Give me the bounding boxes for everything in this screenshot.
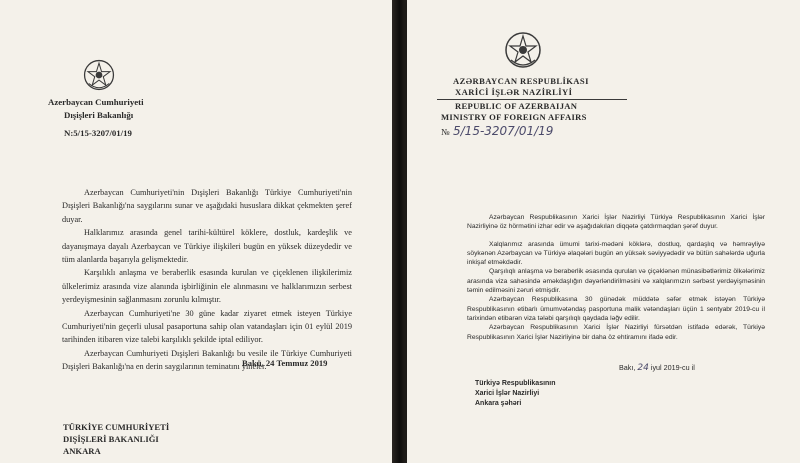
header-en-line-1: REPUBLIC OF AZERBAIJAN [455,101,578,111]
reference-number: N:5/15-3207/01/19 [64,128,132,138]
paragraph: Halklarımız arasında genel tarihi-kültürel köklere, dostluk, kardeşlik ve dayanışmaya dayalı Azerbaycan ve Türkiye ilişkileri bugün en yüksek düzeydedir ve tüm alanlarda başarıyla gelişmektedir. [62,228,352,265]
paragraph: Azərbaycan Respublikasının Xarici İşlər Nazirliyi fürsətdən istifadə edərək, Türkiyə Respublikasının Xarici İşlər Nazirliyinə bir daha öz ehtiramını ifadə edir. [467,324,765,341]
left-letter-page [0,0,392,463]
date-suffix: iyul 2019-cu il [648,363,695,372]
addressee-line-2: Xarici İşlər Nazirliyi [475,390,540,397]
addressee-line-3: Ankara şəhəri [475,400,522,407]
paragraph: Azərbaycan Respublikasının Xarici İşlər Nazirliyi Türkiyə Respublikasının Xarici İşlər Nazirliyinə öz hörmətini izhar edir və aşağıdakıları diqqətə çatdırmaqdan şərəf duyur. [467,214,765,231]
letter-date: Bakü, 24 Temmuz 2019 [242,358,328,368]
reference-number-handwritten: 5/15-3207/01/19 [453,124,554,138]
header-az-line-2: XARİCİ İŞLƏR NAZİRLİYİ [455,87,573,97]
header-line-1: Azerbaycan Cumhuriyeti [48,97,144,107]
paragraph: Xalqlarımız arasında ümumi tarixi-mədəni köklərə, dostluq, qardaşlıq və həmrəyliyə söykənən Azərbaycan və Türkiyə əlaqələri bugün ən yüksək səviyyədədir və bütün sahələrdə uğurla inkişaf etməkdədir. [467,240,765,267]
letter-date [619,363,695,373]
paragraph: Azərbaycan Respublikasına 30 günədək müddətə səfər etmək istəyən Türkiyə Respublikasının etibarlı ümumvətəndaş pasportuna malik vətəndaşları üçün 1 sentyabr 2019-cu il tarixindən etibarən viza tələbi qarşılıqlı qaydada ləğv edilir. [467,296,765,322]
header-en-line-2: MINISTRY OF FOREIGN AFFAIRS [441,112,587,122]
reference-number-sign: № [441,127,450,137]
header-divider [437,99,627,100]
letter-body [467,213,765,342]
coat-of-arms-icon [82,58,116,92]
header-az-line-1: AZƏRBAYCAN RESPUBLİKASI [453,76,589,86]
date-prefix: Bakı, [619,363,638,372]
date-day-handwritten: 24 [637,363,649,373]
header-line-2: Dışişleri Bakanlığı [64,110,134,120]
coat-of-arms-icon [503,30,543,70]
letter-body [62,186,352,374]
addressee-line-3: ANKARA [63,446,101,456]
paragraph: Azerbaycan Cumhuriyeti'ne 30 güne kadar ziyaret etmek isteyen Türkiye Cumhuriyeti'nin geçerli ulusal pasaportuna sahip olan vatandaşları için 01 eylül 2019 tarihinden itibaren vize talebi karşılıklı şekilde iptal ediliyor. [62,308,352,345]
right-letter-page [407,0,800,463]
addressee-line-1: Türkiyə Respublikasının [475,380,556,387]
addressee-line-1: TÜRKİYE CUMHURİYETİ [63,422,170,432]
paragraph: Azerbaycan Cumhuriyeti'nin Dışişleri Bakanlığı Türkiye Cumhuriyeti'nin Dışişleri Bakanlığı'na saygılarını sunar ve aşağıdaki hususlara dikkat çekmekten şeref duyar. [62,188,352,224]
addressee-line-2: DIŞİŞLERİ BAKANLIĞI [63,434,159,444]
paragraph: Qarşılıqlı anlaşma və beraberlik əsasında qurulan və çiçəklənən münasibətlərimiz ölkələrimiz arasında viza sahəsində əməkdaşlığın dəyərləndirilməsini və xalqlarımızın sərbəst yerdəyişməsinin təmin edilməsini zəruri etmişdir. [467,268,765,295]
page-gap [392,0,407,463]
paragraph: Karşılıklı anlaşma ve beraberlik esasında kurulan ve çiçeklenen ilişkilerimiz ülkelerimiz arasında vize alanında işbirliğinin ele alınmasını ve halklarımızın serbest yerdeyişmesinin sağlanmasını zorunlu kılmıştır. [62,268,352,305]
paragraph: Azerbaycan Cumhuriyeti Dışişleri Bakanlığı bu vesile ile Türkiye Cumhuriyeti Dışişleri Bakanlığı'na en derin saygılarının teminatını yineler. [62,348,352,372]
